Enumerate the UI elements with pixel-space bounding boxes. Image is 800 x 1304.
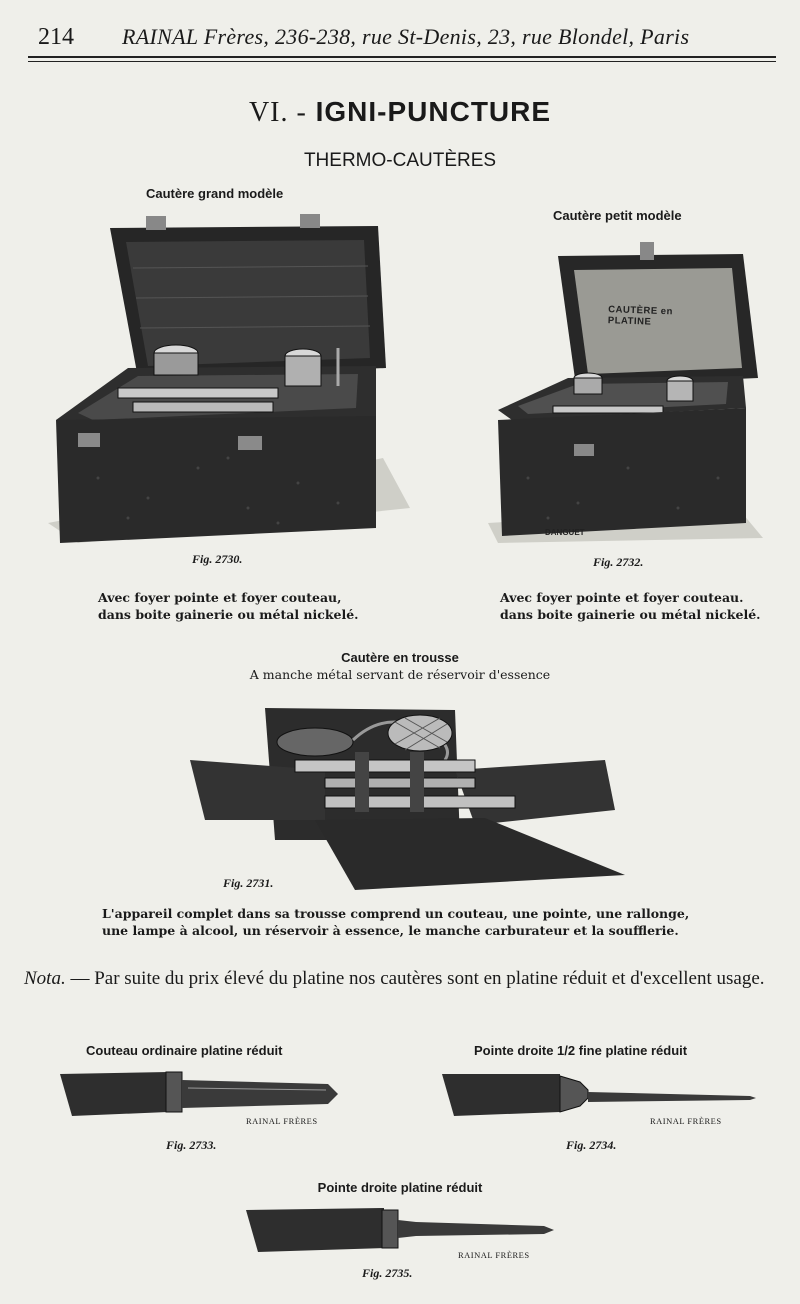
lid-text: CAUTÈRE en PLATINE	[607, 304, 674, 328]
small-cautery-description-2: dans boite gainerie ou métal nickelé.	[500, 607, 761, 622]
big-cautery-heading: Cautère grand modèle	[146, 186, 284, 201]
header-rule-thin	[28, 61, 776, 62]
couteau-heading: Couteau ordinaire platine réduit	[86, 1043, 283, 1058]
section-subtitle: THERMO-CAUTÈRES	[303, 150, 497, 171]
fig-2730-label: Fig. 2730.	[192, 552, 243, 566]
couteau-tip-illustration	[58, 1068, 342, 1122]
small-cautery-case-illustration	[488, 238, 768, 548]
big-cautery-case-illustration	[38, 208, 418, 553]
fig-2731-label: Fig. 2731.	[223, 876, 274, 890]
running-head: RAINAL Frères, 236-238, rue St-Denis, 23, rue Blondel, Paris	[122, 24, 690, 49]
nota-label: Nota.	[24, 968, 66, 989]
pointe-fine-heading: Pointe droite 1/2 fine platine réduit	[474, 1043, 688, 1058]
small-cautery-heading: Cautère petit modèle	[553, 208, 682, 223]
nota-text: — Par suite du prix élevé du platine nos cautères sont en platine réduit et d'excellent usage.	[65, 968, 765, 989]
section-number: VI. -	[248, 97, 307, 128]
small-cautery-description-1: Avec foyer pointe et foyer couteau.	[500, 590, 744, 605]
fig-2733-label: Fig. 2733.	[166, 1138, 217, 1152]
engraver-signature: DANGUET	[545, 528, 585, 537]
couteau-stamp: RAINAL FRÈRES	[246, 1116, 318, 1126]
trousse-heading: Cautère en trousse	[341, 650, 459, 665]
big-cautery-description-2: dans boite gainerie ou métal nickelé.	[98, 607, 359, 622]
trousse-subheading: A manche métal servant de réservoir d'essence	[249, 667, 551, 682]
pointe-fine-stamp: RAINAL FRÈRES	[650, 1116, 722, 1126]
fig-2732-label: Fig. 2732.	[593, 555, 644, 569]
section-heading: IGNI-PUNCTURE	[315, 96, 552, 127]
trousse-illustration	[185, 700, 625, 895]
pointe-heading: Pointe droite platine réduit	[317, 1180, 483, 1195]
fig-2735-label: Fig. 2735.	[362, 1266, 413, 1280]
pointe-fine-tip-illustration	[440, 1068, 760, 1122]
page-number: 214	[38, 24, 74, 50]
fig-2734-label: Fig. 2734.	[566, 1138, 617, 1152]
pointe-stamp: RAINAL FRÈRES	[458, 1250, 530, 1260]
header-rule	[28, 56, 776, 58]
trousse-description-2: une lampe à alcool, un réservoir à essence, le manche carburateur et la soufflerie.	[102, 923, 679, 938]
section-title	[0, 96, 800, 129]
nota-paragraph	[24, 966, 776, 991]
big-cautery-description-1: Avec foyer pointe et foyer couteau,	[98, 590, 342, 605]
trousse-description-1: L'appareil complet dans sa trousse comprend un couteau, une pointe, une rallonge,	[102, 906, 690, 921]
